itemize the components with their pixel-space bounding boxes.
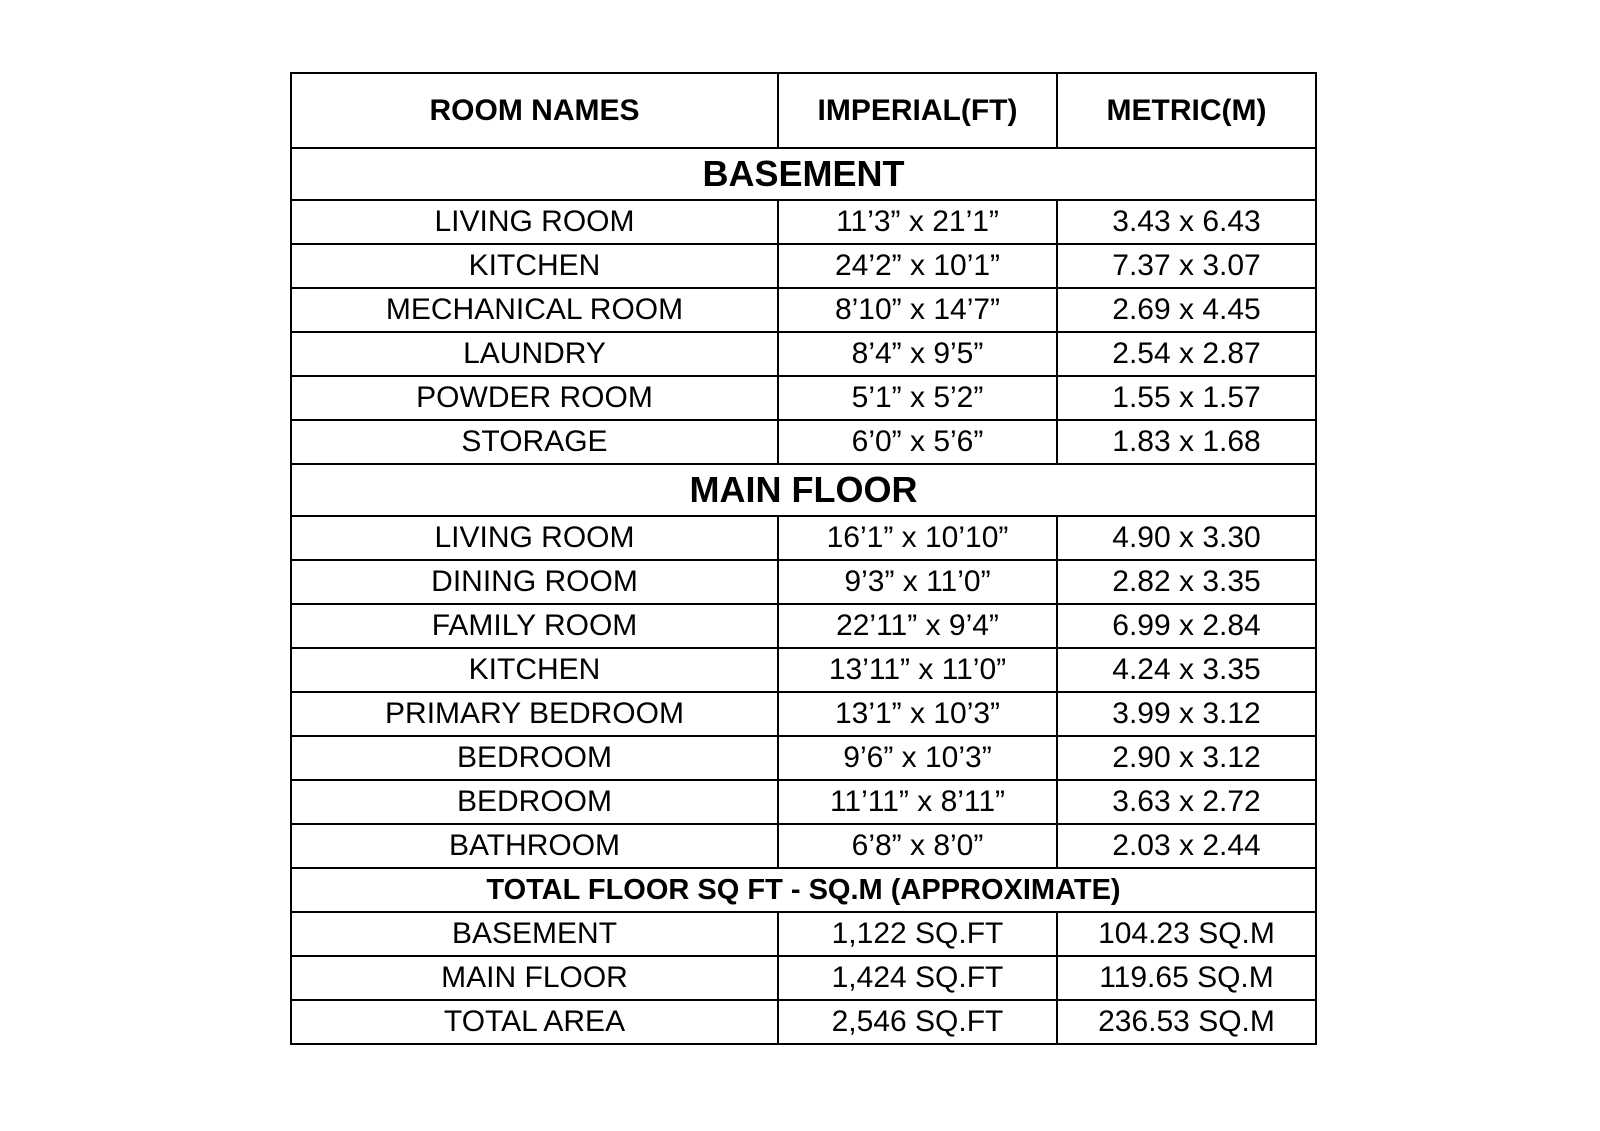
room-name-cell: KITCHEN	[291, 244, 778, 288]
area-name-cell: BASEMENT	[291, 912, 778, 956]
room-name-cell: BATHROOM	[291, 824, 778, 868]
table-row	[291, 244, 1316, 288]
table-row	[291, 376, 1316, 420]
table-row	[291, 200, 1316, 244]
section-row-main-floor	[291, 464, 1316, 516]
imperial-cell: 8’4” x 9’5”	[778, 332, 1057, 376]
imperial-cell: 13’1” x 10’3”	[778, 692, 1057, 736]
metric-cell: 4.24 x 3.35	[1057, 648, 1316, 692]
table-row	[291, 288, 1316, 332]
room-name-cell: MECHANICAL ROOM	[291, 288, 778, 332]
imperial-cell: 16’1” x 10’10”	[778, 516, 1057, 560]
room-name-cell: KITCHEN	[291, 648, 778, 692]
room-name-cell: BEDROOM	[291, 736, 778, 780]
metric-cell: 2.90 x 3.12	[1057, 736, 1316, 780]
section-title-totals: TOTAL FLOOR SQ FT - SQ.M (APPROXIMATE)	[291, 868, 1316, 912]
table-row	[291, 692, 1316, 736]
table-row	[291, 420, 1316, 464]
table-row	[291, 824, 1316, 868]
table-row	[291, 332, 1316, 376]
table-row	[291, 736, 1316, 780]
room-dimensions-table	[290, 72, 1317, 1045]
table-body	[291, 148, 1316, 1044]
header-row	[291, 73, 1316, 148]
imperial-cell: 11’3” x 21’1”	[778, 200, 1057, 244]
imperial-cell: 5’1” x 5’2”	[778, 376, 1057, 420]
sqm-cell: 119.65 SQ.M	[1057, 956, 1316, 1000]
metric-cell: 2.69 x 4.45	[1057, 288, 1316, 332]
table-row	[291, 560, 1316, 604]
table-row	[291, 912, 1316, 956]
sqft-cell: 2,546 SQ.FT	[778, 1000, 1057, 1044]
imperial-cell: 24’2” x 10’1”	[778, 244, 1057, 288]
room-name-cell: LIVING ROOM	[291, 516, 778, 560]
room-name-cell: LAUNDRY	[291, 332, 778, 376]
imperial-cell: 9’6” x 10’3”	[778, 736, 1057, 780]
section-title-basement: BASEMENT	[291, 148, 1316, 200]
room-name-cell: LIVING ROOM	[291, 200, 778, 244]
metric-cell: 3.99 x 3.12	[1057, 692, 1316, 736]
metric-cell: 6.99 x 2.84	[1057, 604, 1316, 648]
section-row-totals	[291, 868, 1316, 912]
table-row	[291, 604, 1316, 648]
header-room-names: ROOM NAMES	[291, 73, 778, 148]
metric-cell: 3.43 x 6.43	[1057, 200, 1316, 244]
room-name-cell: STORAGE	[291, 420, 778, 464]
section-row-basement	[291, 148, 1316, 200]
header-imperial: IMPERIAL(FT)	[778, 73, 1057, 148]
imperial-cell: 22’11” x 9’4”	[778, 604, 1057, 648]
area-name-cell: MAIN FLOOR	[291, 956, 778, 1000]
imperial-cell: 8’10” x 14’7”	[778, 288, 1057, 332]
metric-cell: 1.55 x 1.57	[1057, 376, 1316, 420]
section-title-main-floor: MAIN FLOOR	[291, 464, 1316, 516]
imperial-cell: 6’8” x 8’0”	[778, 824, 1057, 868]
table-row	[291, 516, 1316, 560]
metric-cell: 2.54 x 2.87	[1057, 332, 1316, 376]
table-row	[291, 780, 1316, 824]
room-name-cell: FAMILY ROOM	[291, 604, 778, 648]
imperial-cell: 11’11” x 8’11”	[778, 780, 1057, 824]
sqm-cell: 104.23 SQ.M	[1057, 912, 1316, 956]
sqft-cell: 1,424 SQ.FT	[778, 956, 1057, 1000]
table-row	[291, 648, 1316, 692]
imperial-cell: 13’11” x 11’0”	[778, 648, 1057, 692]
area-name-cell: TOTAL AREA	[291, 1000, 778, 1044]
sqft-cell: 1,122 SQ.FT	[778, 912, 1057, 956]
metric-cell: 4.90 x 3.30	[1057, 516, 1316, 560]
metric-cell: 2.03 x 2.44	[1057, 824, 1316, 868]
room-dimensions-sheet	[290, 72, 1315, 1045]
metric-cell: 1.83 x 1.68	[1057, 420, 1316, 464]
metric-cell: 3.63 x 2.72	[1057, 780, 1316, 824]
room-name-cell: POWDER ROOM	[291, 376, 778, 420]
room-name-cell: PRIMARY BEDROOM	[291, 692, 778, 736]
table-row	[291, 956, 1316, 1000]
room-name-cell: BEDROOM	[291, 780, 778, 824]
room-name-cell: DINING ROOM	[291, 560, 778, 604]
sqm-cell: 236.53 SQ.M	[1057, 1000, 1316, 1044]
header-metric: METRIC(M)	[1057, 73, 1316, 148]
metric-cell: 2.82 x 3.35	[1057, 560, 1316, 604]
imperial-cell: 9’3” x 11’0”	[778, 560, 1057, 604]
imperial-cell: 6’0” x 5’6”	[778, 420, 1057, 464]
table-row	[291, 1000, 1316, 1044]
metric-cell: 7.37 x 3.07	[1057, 244, 1316, 288]
